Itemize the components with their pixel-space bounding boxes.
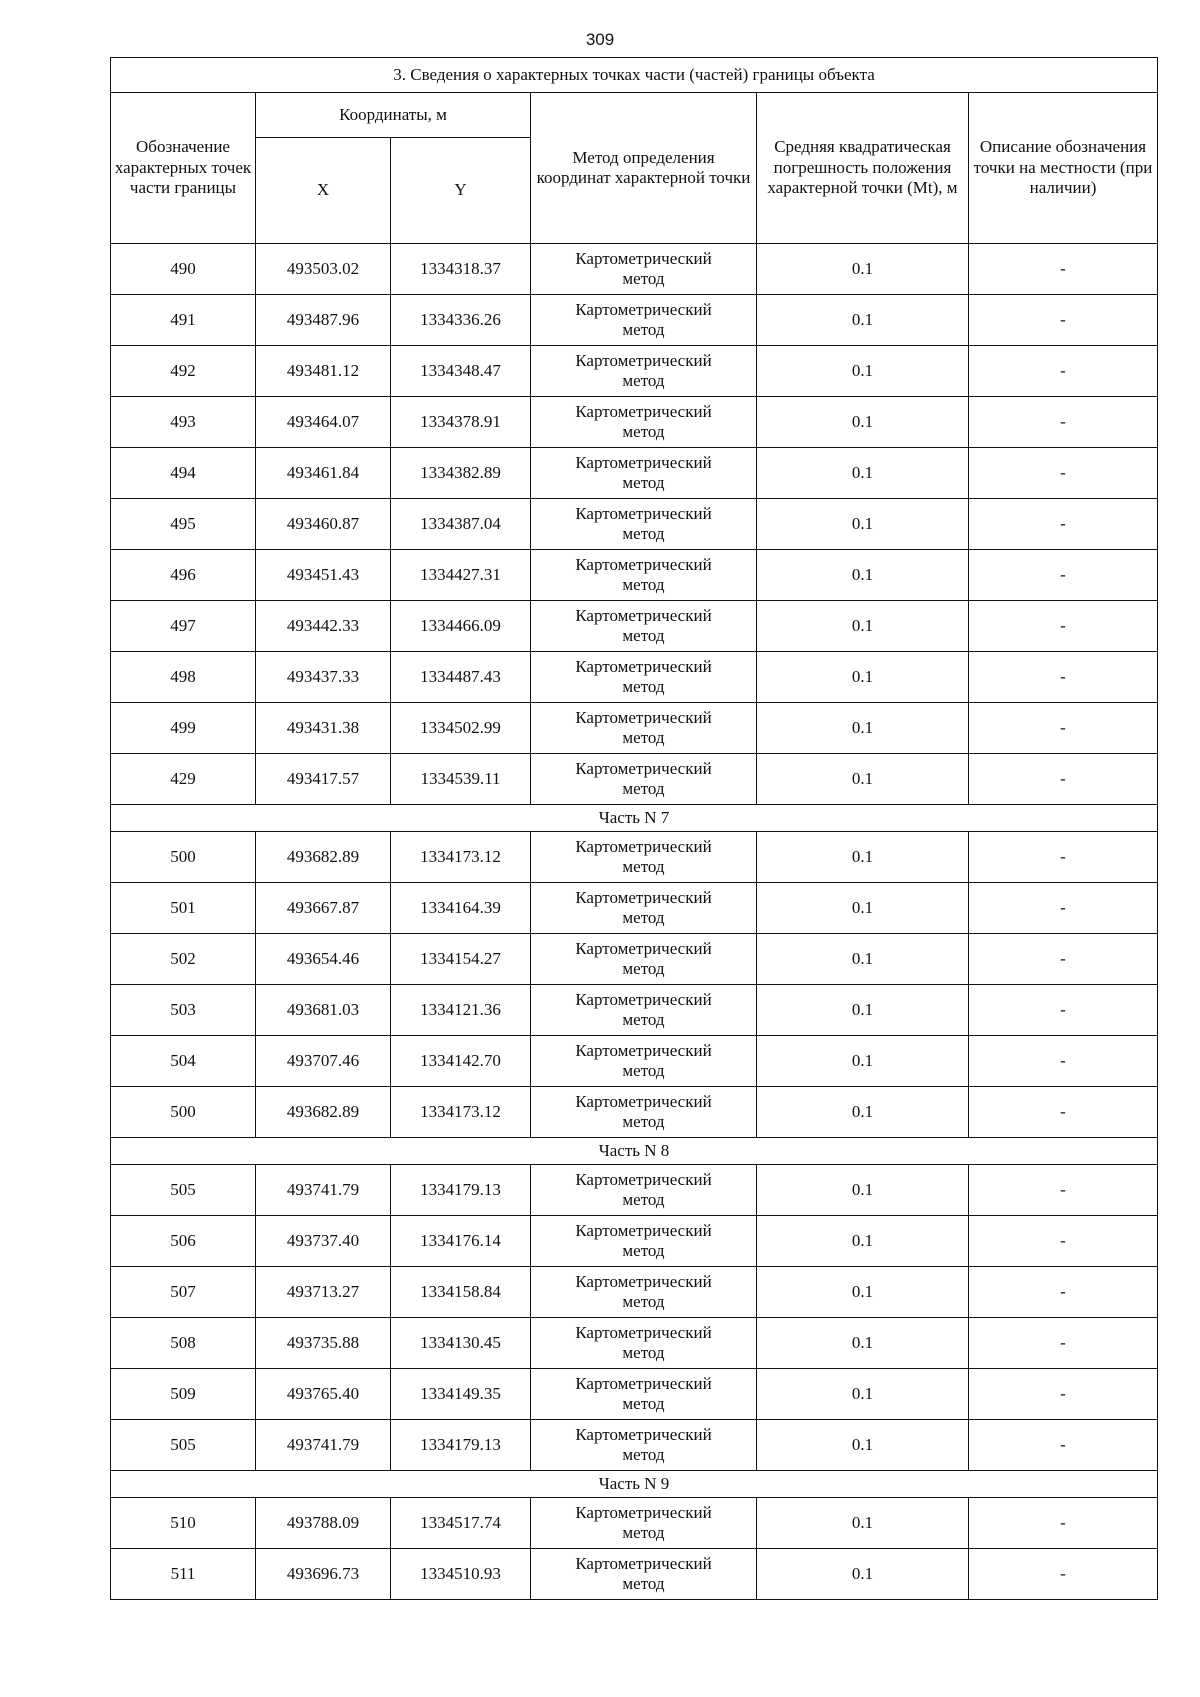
description-cell: -: [969, 295, 1158, 346]
x-coordinate-cell: 493417.57: [256, 754, 391, 805]
method-line2: метод: [622, 524, 665, 543]
error-cell: 0.1: [757, 883, 969, 934]
table-row: [111, 1216, 1158, 1267]
header-description: Описание обозначения точки на местности (при наличии): [969, 93, 1158, 244]
method-line2: метод: [622, 269, 665, 288]
point-id-cell: 495: [111, 499, 256, 550]
method-line1: Картометрический: [575, 401, 712, 421]
x-coordinate-cell: 493681.03: [256, 985, 391, 1036]
x-coordinate-cell: 493461.84: [256, 448, 391, 499]
table-row: [111, 1318, 1158, 1369]
error-cell: 0.1: [757, 703, 969, 754]
method-line2: метод: [622, 371, 665, 390]
y-coordinate-cell: 1334487.43: [391, 652, 531, 703]
method-line1: Картометрический: [575, 554, 712, 574]
point-id-cell: 500: [111, 1087, 256, 1138]
header-x: X: [256, 138, 391, 244]
y-coordinate-cell: 1334173.12: [391, 832, 531, 883]
description-cell: -: [969, 499, 1158, 550]
section-row: [111, 1138, 1158, 1165]
method-cell: [531, 703, 757, 754]
description-cell: -: [969, 1036, 1158, 1087]
point-id-cell: 494: [111, 448, 256, 499]
table-row: [111, 1549, 1158, 1600]
y-coordinate-cell: 1334539.11: [391, 754, 531, 805]
y-coordinate-cell: 1334517.74: [391, 1498, 531, 1549]
method-line1: Картометрический: [575, 452, 712, 472]
method-cell: [531, 652, 757, 703]
point-id-cell: 492: [111, 346, 256, 397]
point-id-cell: 500: [111, 832, 256, 883]
method-line2: метод: [622, 857, 665, 876]
description-cell: -: [969, 397, 1158, 448]
description-cell: -: [969, 832, 1158, 883]
y-coordinate-cell: 1334149.35: [391, 1369, 531, 1420]
method-line2: метод: [622, 1241, 665, 1260]
error-cell: 0.1: [757, 1498, 969, 1549]
table-row: [111, 985, 1158, 1036]
point-id-cell: 505: [111, 1165, 256, 1216]
y-coordinate-cell: 1334466.09: [391, 601, 531, 652]
x-coordinate-cell: 493741.79: [256, 1420, 391, 1471]
method-line1: Картометрический: [575, 887, 712, 907]
boundary-points-table: [110, 57, 1158, 1600]
description-cell: -: [969, 652, 1158, 703]
table-row: [111, 499, 1158, 550]
method-cell: [531, 754, 757, 805]
x-coordinate-cell: 493682.89: [256, 832, 391, 883]
y-coordinate-cell: 1334382.89: [391, 448, 531, 499]
section-label: Часть N 7: [111, 805, 1158, 832]
table-row: [111, 601, 1158, 652]
method-cell: [531, 1498, 757, 1549]
method-cell: [531, 1549, 757, 1600]
table-row: [111, 1267, 1158, 1318]
table-row: [111, 883, 1158, 934]
y-coordinate-cell: 1334176.14: [391, 1216, 531, 1267]
x-coordinate-cell: 493707.46: [256, 1036, 391, 1087]
method-line2: метод: [622, 422, 665, 441]
y-coordinate-cell: 1334502.99: [391, 703, 531, 754]
error-cell: 0.1: [757, 1216, 969, 1267]
error-cell: 0.1: [757, 601, 969, 652]
error-cell: 0.1: [757, 832, 969, 883]
point-id-cell: 498: [111, 652, 256, 703]
method-cell: [531, 1087, 757, 1138]
description-cell: -: [969, 754, 1158, 805]
method-line2: метод: [622, 959, 665, 978]
method-line2: метод: [622, 1343, 665, 1362]
y-coordinate-cell: 1334318.37: [391, 244, 531, 295]
table-row: [111, 934, 1158, 985]
method-cell: [531, 985, 757, 1036]
table-row: [111, 1420, 1158, 1471]
point-id-cell: 505: [111, 1420, 256, 1471]
x-coordinate-cell: 493696.73: [256, 1549, 391, 1600]
method-cell: [531, 448, 757, 499]
point-id-cell: 503: [111, 985, 256, 1036]
description-cell: -: [969, 1549, 1158, 1600]
y-coordinate-cell: 1334173.12: [391, 1087, 531, 1138]
x-coordinate-cell: 493654.46: [256, 934, 391, 985]
error-cell: 0.1: [757, 1036, 969, 1087]
method-line1: Картометрический: [575, 1040, 712, 1060]
error-cell: 0.1: [757, 1549, 969, 1600]
error-cell: 0.1: [757, 397, 969, 448]
error-cell: 0.1: [757, 499, 969, 550]
method-line2: метод: [622, 1394, 665, 1413]
y-coordinate-cell: 1334348.47: [391, 346, 531, 397]
y-coordinate-cell: 1334179.13: [391, 1165, 531, 1216]
point-id-cell: 511: [111, 1549, 256, 1600]
method-line2: метод: [622, 1061, 665, 1080]
error-cell: 0.1: [757, 652, 969, 703]
x-coordinate-cell: 493741.79: [256, 1165, 391, 1216]
method-cell: [531, 883, 757, 934]
description-cell: -: [969, 1498, 1158, 1549]
error-cell: 0.1: [757, 1318, 969, 1369]
table-row: [111, 1369, 1158, 1420]
table-row: [111, 832, 1158, 883]
description-cell: -: [969, 550, 1158, 601]
method-line2: метод: [622, 1112, 665, 1131]
method-line2: метод: [622, 575, 665, 594]
table-row: [111, 397, 1158, 448]
method-line2: метод: [622, 1445, 665, 1464]
method-line1: Картометрический: [575, 758, 712, 778]
y-coordinate-cell: 1334154.27: [391, 934, 531, 985]
method-line2: метод: [622, 779, 665, 798]
method-line1: Картометрический: [575, 836, 712, 856]
table-row: [111, 1165, 1158, 1216]
table-title: 3. Сведения о характерных точках части (частей) границы объекта: [111, 58, 1158, 93]
section-label: Часть N 9: [111, 1471, 1158, 1498]
point-id-cell: 493: [111, 397, 256, 448]
method-line2: метод: [622, 1010, 665, 1029]
y-coordinate-cell: 1334336.26: [391, 295, 531, 346]
method-line2: метод: [622, 728, 665, 747]
header-error: Средняя квадратическая погрешность положения характерной точки (Mt), м: [757, 93, 969, 244]
point-id-cell: 497: [111, 601, 256, 652]
y-coordinate-cell: 1334179.13: [391, 1420, 531, 1471]
description-cell: -: [969, 244, 1158, 295]
method-line2: метод: [622, 677, 665, 696]
error-cell: 0.1: [757, 985, 969, 1036]
method-cell: [531, 295, 757, 346]
y-coordinate-cell: 1334387.04: [391, 499, 531, 550]
method-cell: [531, 1267, 757, 1318]
point-id-cell: 499: [111, 703, 256, 754]
method-cell: [531, 499, 757, 550]
error-cell: 0.1: [757, 244, 969, 295]
description-cell: -: [969, 1267, 1158, 1318]
section-label: Часть N 8: [111, 1138, 1158, 1165]
method-cell: [531, 1318, 757, 1369]
method-line1: Картометрический: [575, 1424, 712, 1444]
description-cell: -: [969, 346, 1158, 397]
table-row: [111, 1036, 1158, 1087]
method-cell: [531, 934, 757, 985]
method-line1: Картометрический: [575, 350, 712, 370]
error-cell: 0.1: [757, 1165, 969, 1216]
method-cell: [531, 1216, 757, 1267]
table-row: [111, 346, 1158, 397]
error-cell: 0.1: [757, 934, 969, 985]
method-line1: Картометрический: [575, 1091, 712, 1111]
x-coordinate-cell: 493682.89: [256, 1087, 391, 1138]
x-coordinate-cell: 493437.33: [256, 652, 391, 703]
method-line2: метод: [622, 473, 665, 492]
method-line1: Картометрический: [575, 1322, 712, 1342]
method-line1: Картометрический: [575, 938, 712, 958]
method-line2: метод: [622, 1292, 665, 1311]
header-y: Y: [391, 138, 531, 244]
error-cell: 0.1: [757, 448, 969, 499]
x-coordinate-cell: 493788.09: [256, 1498, 391, 1549]
description-cell: -: [969, 1087, 1158, 1138]
point-id-cell: 507: [111, 1267, 256, 1318]
point-id-cell: 509: [111, 1369, 256, 1420]
x-coordinate-cell: 493487.96: [256, 295, 391, 346]
point-id-cell: 491: [111, 295, 256, 346]
header-method: Метод определения координат характерной точки: [531, 93, 757, 244]
method-cell: [531, 244, 757, 295]
x-coordinate-cell: 493481.12: [256, 346, 391, 397]
method-cell: [531, 832, 757, 883]
table-row: [111, 550, 1158, 601]
x-coordinate-cell: 493464.07: [256, 397, 391, 448]
table-row: [111, 1498, 1158, 1549]
point-id-cell: 504: [111, 1036, 256, 1087]
error-cell: 0.1: [757, 1267, 969, 1318]
point-id-cell: 496: [111, 550, 256, 601]
error-cell: 0.1: [757, 550, 969, 601]
description-cell: -: [969, 934, 1158, 985]
method-line1: Картометрический: [575, 1553, 712, 1573]
x-coordinate-cell: 493667.87: [256, 883, 391, 934]
y-coordinate-cell: 1334164.39: [391, 883, 531, 934]
y-coordinate-cell: 1334510.93: [391, 1549, 531, 1600]
table-row: [111, 652, 1158, 703]
method-line2: метод: [622, 908, 665, 927]
table-row: [111, 703, 1158, 754]
point-id-cell: 501: [111, 883, 256, 934]
x-coordinate-cell: 493460.87: [256, 499, 391, 550]
method-line1: Картометрический: [575, 299, 712, 319]
x-coordinate-cell: 493765.40: [256, 1369, 391, 1420]
method-cell: [531, 550, 757, 601]
method-line1: Картометрический: [575, 1220, 712, 1240]
method-line1: Картометрический: [575, 503, 712, 523]
x-coordinate-cell: 493442.33: [256, 601, 391, 652]
error-cell: 0.1: [757, 1420, 969, 1471]
point-id-cell: 508: [111, 1318, 256, 1369]
point-id-cell: 490: [111, 244, 256, 295]
description-cell: -: [969, 601, 1158, 652]
table-row: [111, 754, 1158, 805]
section-row: [111, 805, 1158, 832]
description-cell: -: [969, 448, 1158, 499]
table-row: [111, 448, 1158, 499]
method-line1: Картометрический: [575, 989, 712, 1009]
method-line1: Картометрический: [575, 1502, 712, 1522]
point-id-cell: 506: [111, 1216, 256, 1267]
method-line1: Картометрический: [575, 1169, 712, 1189]
description-cell: -: [969, 1216, 1158, 1267]
y-coordinate-cell: 1334427.31: [391, 550, 531, 601]
table-body: [111, 244, 1158, 1600]
description-cell: -: [969, 1420, 1158, 1471]
error-cell: 0.1: [757, 1087, 969, 1138]
description-cell: -: [969, 703, 1158, 754]
method-line2: метод: [622, 320, 665, 339]
method-cell: [531, 1036, 757, 1087]
header-designation: Обозначение характерных точек части границы: [111, 93, 256, 244]
description-cell: -: [969, 1318, 1158, 1369]
point-id-cell: 502: [111, 934, 256, 985]
error-cell: 0.1: [757, 754, 969, 805]
y-coordinate-cell: 1334142.70: [391, 1036, 531, 1087]
y-coordinate-cell: 1334158.84: [391, 1267, 531, 1318]
table-row: [111, 295, 1158, 346]
method-line1: Картометрический: [575, 605, 712, 625]
method-cell: [531, 397, 757, 448]
method-line2: метод: [622, 1574, 665, 1593]
y-coordinate-cell: 1334378.91: [391, 397, 531, 448]
method-cell: [531, 1420, 757, 1471]
description-cell: -: [969, 985, 1158, 1036]
x-coordinate-cell: 493713.27: [256, 1267, 391, 1318]
method-line2: метод: [622, 1190, 665, 1209]
table-row: [111, 244, 1158, 295]
y-coordinate-cell: 1334130.45: [391, 1318, 531, 1369]
y-coordinate-cell: 1334121.36: [391, 985, 531, 1036]
method-line1: Картометрический: [575, 656, 712, 676]
method-line2: метод: [622, 626, 665, 645]
method-line1: Картометрический: [575, 1373, 712, 1393]
point-id-cell: 429: [111, 754, 256, 805]
method-cell: [531, 1165, 757, 1216]
section-row: [111, 1471, 1158, 1498]
method-cell: [531, 1369, 757, 1420]
x-coordinate-cell: 493431.38: [256, 703, 391, 754]
description-cell: -: [969, 1165, 1158, 1216]
error-cell: 0.1: [757, 295, 969, 346]
x-coordinate-cell: 493503.02: [256, 244, 391, 295]
header-coordinates: Координаты, м: [256, 93, 531, 138]
x-coordinate-cell: 493451.43: [256, 550, 391, 601]
error-cell: 0.1: [757, 1369, 969, 1420]
error-cell: 0.1: [757, 346, 969, 397]
method-line2: метод: [622, 1523, 665, 1542]
table-row: [111, 1087, 1158, 1138]
description-cell: -: [969, 883, 1158, 934]
page-number: 309: [585, 30, 615, 49]
method-line1: Картометрический: [575, 248, 712, 268]
x-coordinate-cell: 493735.88: [256, 1318, 391, 1369]
method-line1: Картометрический: [575, 707, 712, 727]
method-line1: Картометрический: [575, 1271, 712, 1291]
method-cell: [531, 601, 757, 652]
method-cell: [531, 346, 757, 397]
description-cell: -: [969, 1369, 1158, 1420]
point-id-cell: 510: [111, 1498, 256, 1549]
x-coordinate-cell: 493737.40: [256, 1216, 391, 1267]
